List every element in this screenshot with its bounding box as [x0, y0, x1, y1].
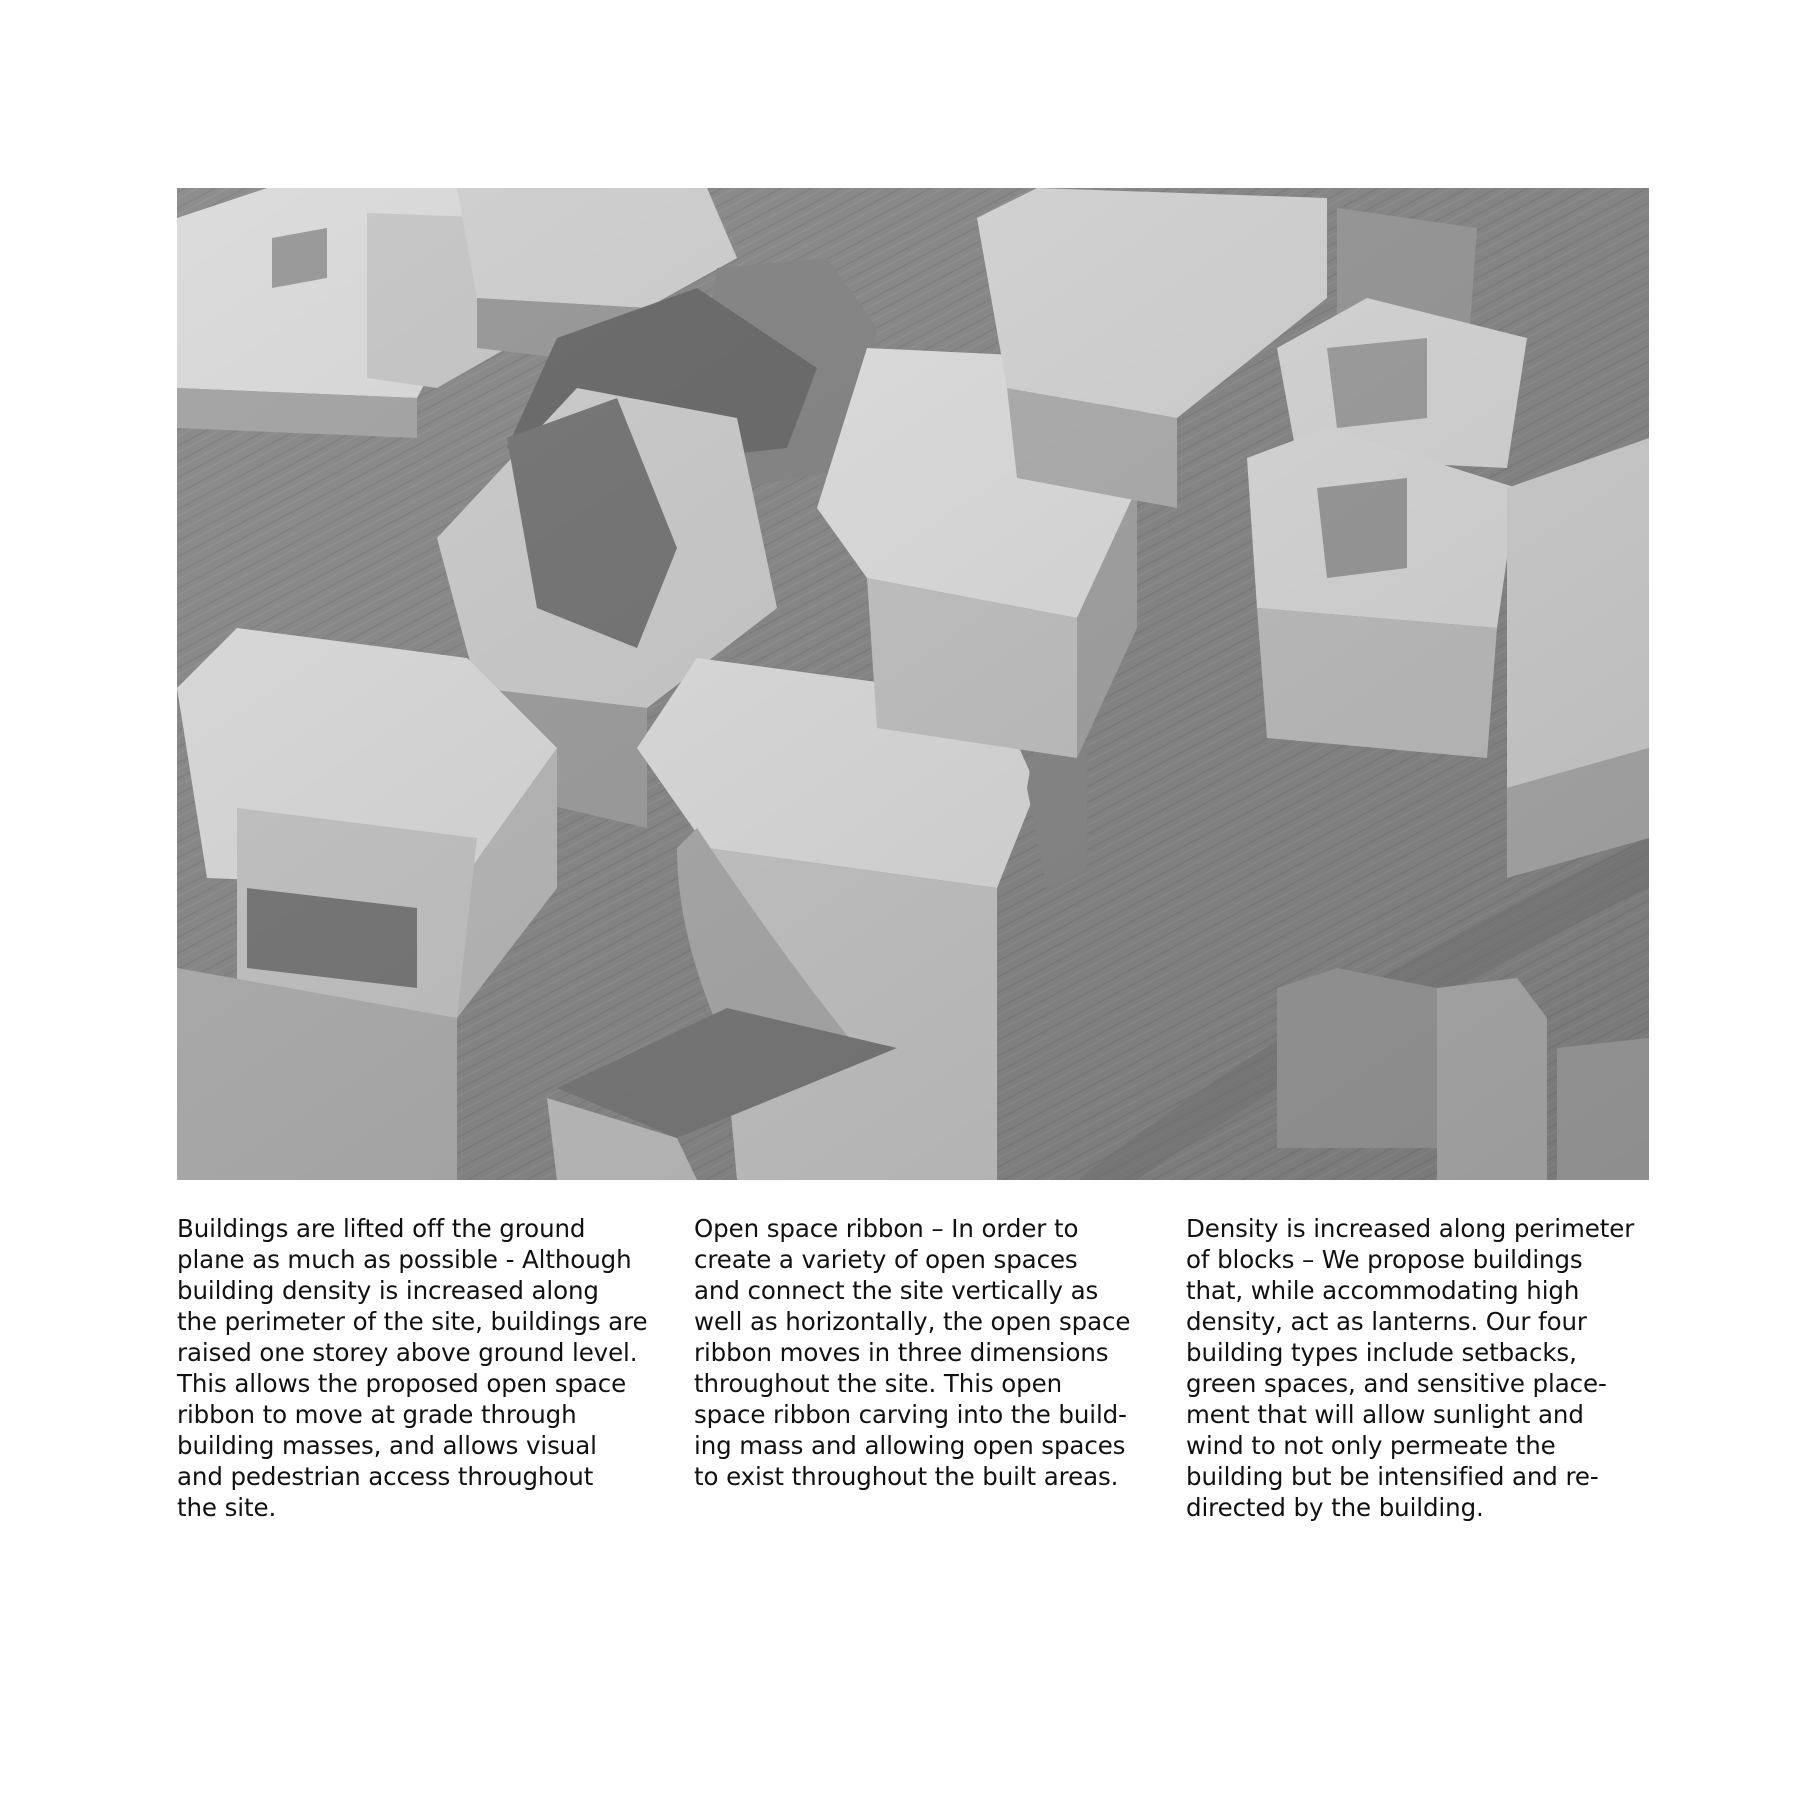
text-column-lifted-buildings: Buildings are lifted off the ground plane as much as possible - Although building density is increased along the perimeter of the site, buildings are raised one storey above ground level. This allows the proposed open space ribbon to move at grade through building masses, and allows visual and pedestrian access throughout the site. [177, 1214, 648, 1522]
text-column-density-perimeter: Density is increased along perimeter of blocks – We propose buildings that, while accommodating high density, act as lanterns. Our four building types include setbacks, green spaces, and sensitive place- ment that will allow sunlight and wind to not only permeate the building but be intensified and re- directed by the building. [1186, 1214, 1635, 1522]
text-column-open-space-ribbon: Open space ribbon – In order to create a variety of open spaces and connect the site vertically as well as horizontally, the open space ribbon moves in three dimensions throughout the site. This open space ribbon carving into the build- ing mass and allowing open spaces to exist throughout the built areas. [694, 1214, 1131, 1491]
massing-model-photo [177, 188, 1649, 1180]
model-illustration [177, 188, 1649, 1180]
